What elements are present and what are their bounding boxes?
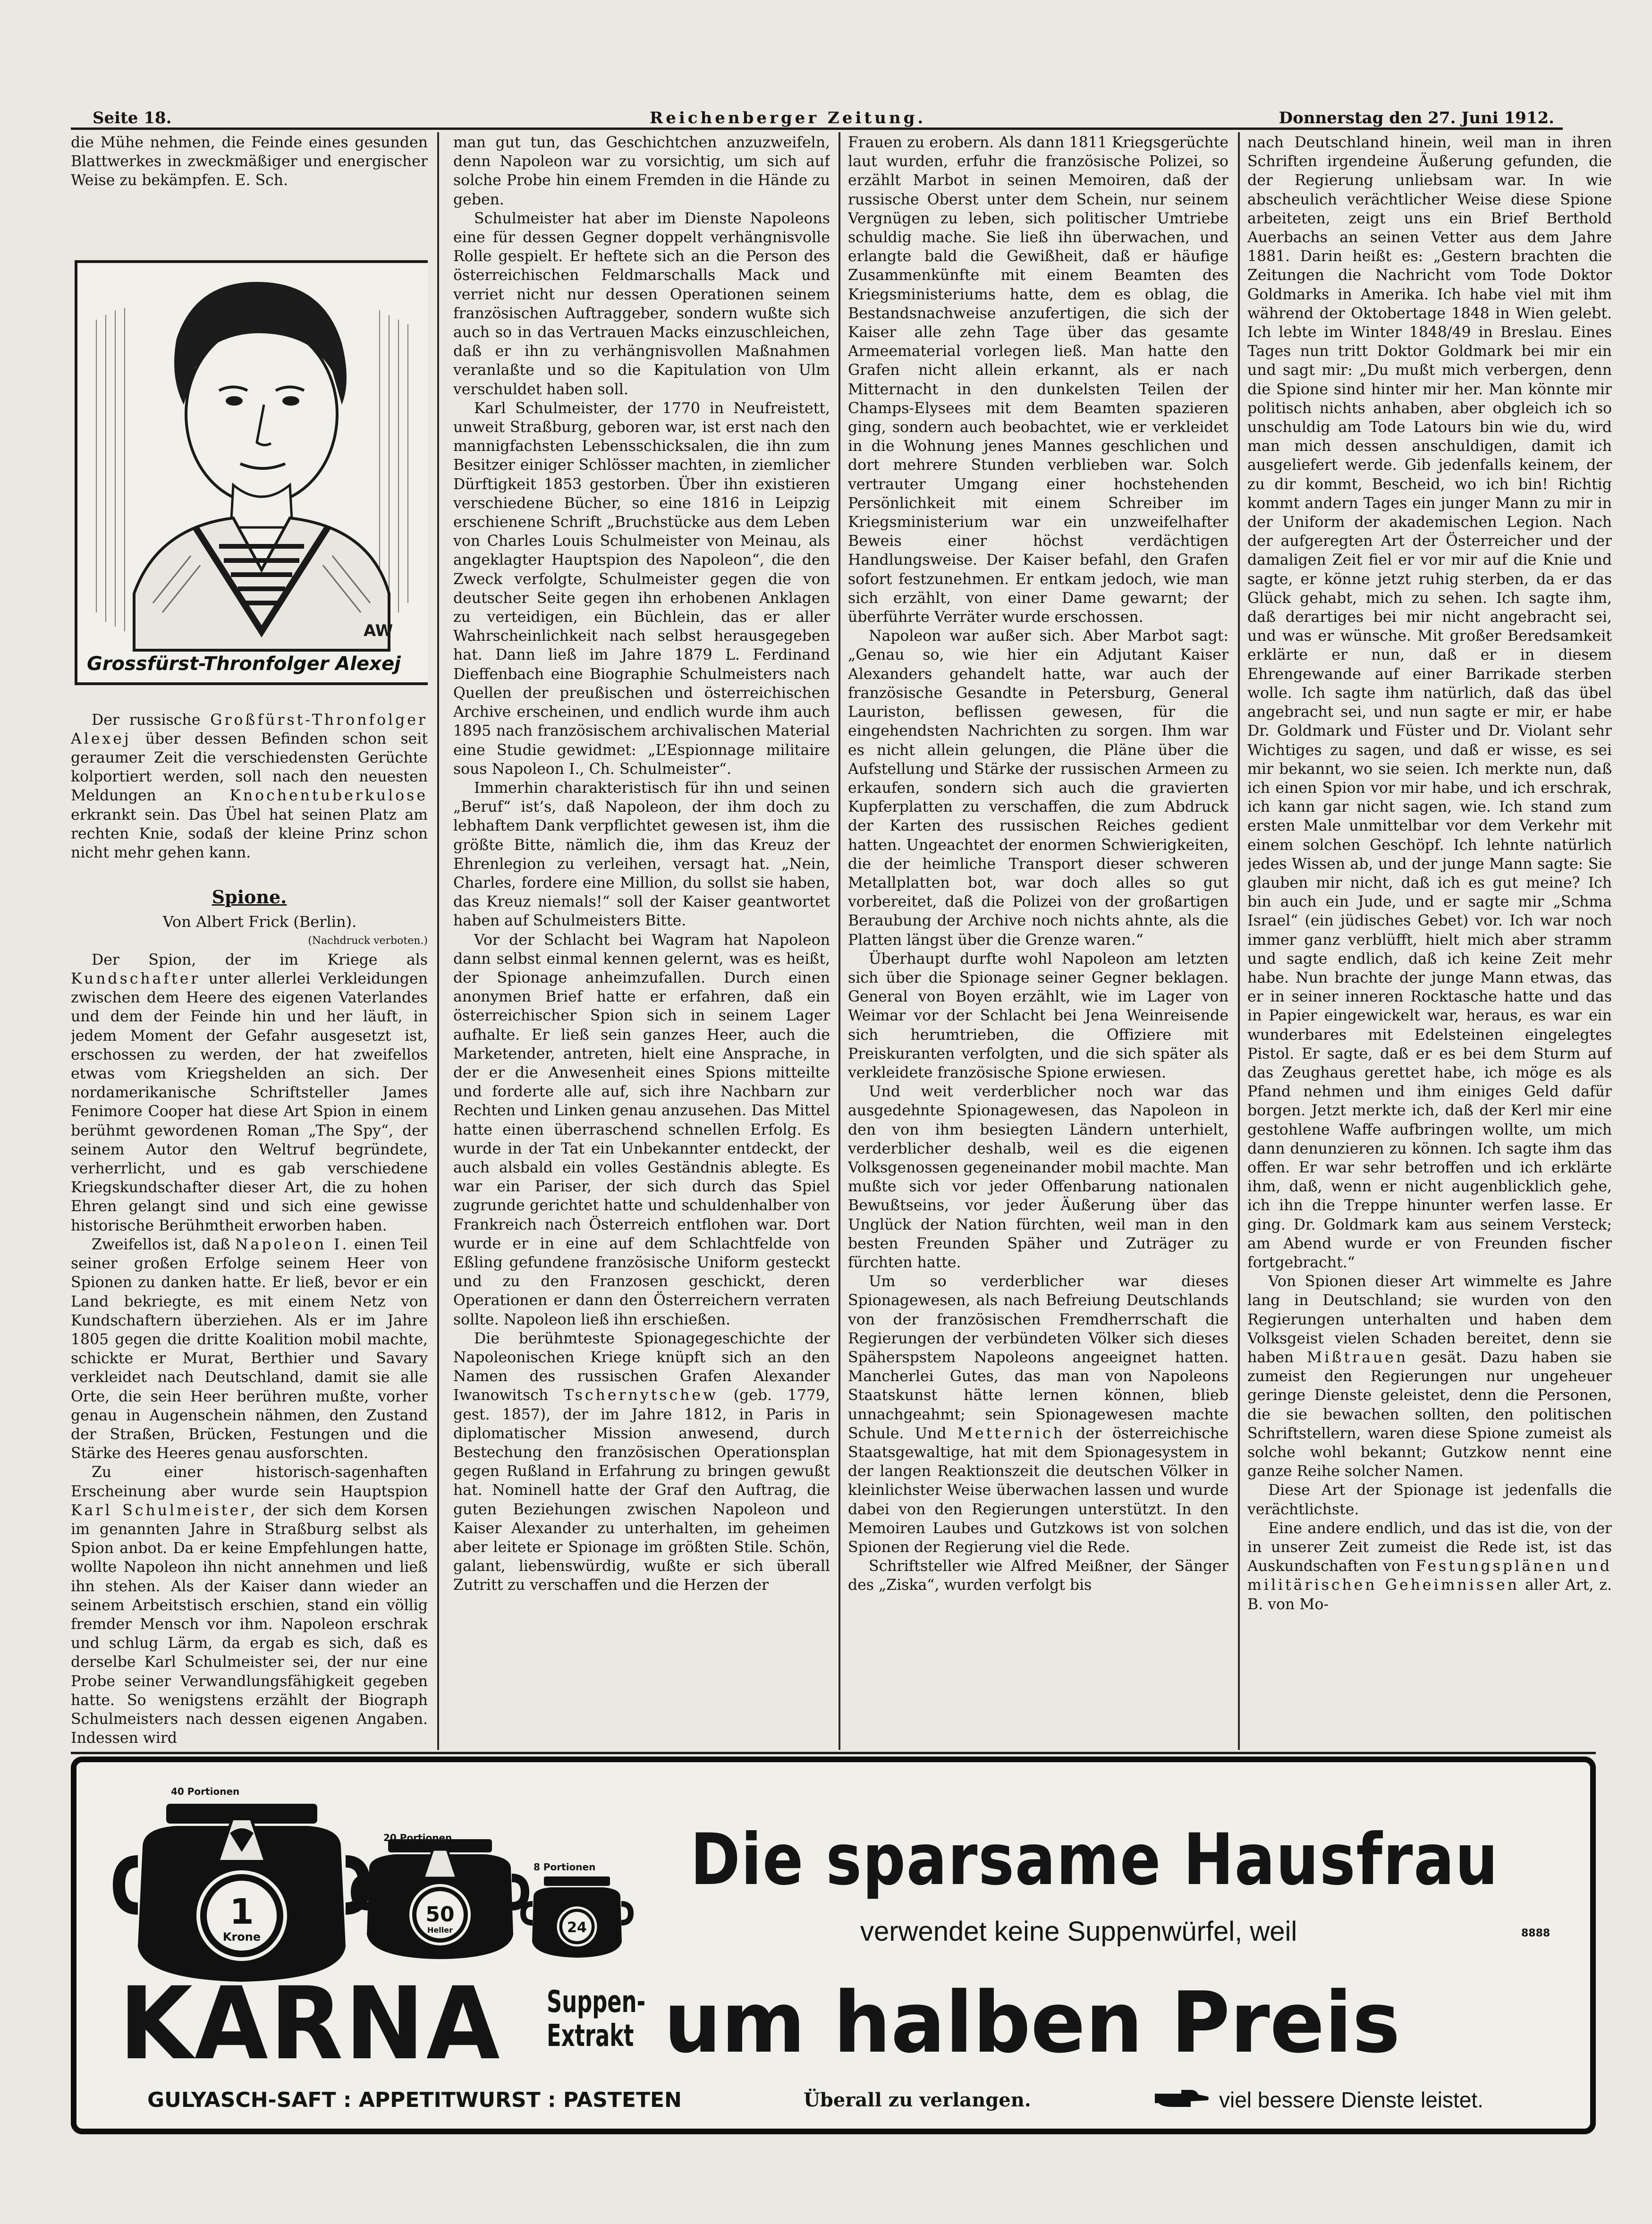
header-rule — [71, 127, 1563, 130]
soup-pot-large-icon — [110, 1791, 374, 1989]
article-paragraph: Frauen zu erobern. Als dann 1811 Kriegsgerüchte laut wurden, erfuhr die französische Polizei, so erzählt Marbot in seinen Memoiren, daß der russische Oberst unter dem Schein, nur seinem Vergnügen zu leben, sich politischer Umtriebe schuldig mache. Sie ließ ihn überwachen, und erlangte bald die Gewißheit, daß er häufige Zusammenkünfte mit einem Beamten des Kriegsministeriums hatte, dem es oblag, die Bestandsnachweise anzufertigen, die sich der Kaiser alle zehn Tage über das gesamte Armeematerial vorlegen ließ. Man hatte den Grafen nicht allein erkannt, als er nach Mitternacht in den dunkelsten Teilen der Champs-Elysees mit dem Beamten spazieren ging, sondern auch beobachtet, wie er verkleidet in die Wohnung jenes Mannes geschlichen und dort mehrere Stunden verblieben war. Solch vertrauter Umgang einer hochstehenden Persönlichkeit mit einem Schreiber im Kriegsministerium war ein unzweifelhafter Beweis einer höchst verdächtigen Handlungsweise. Der Kaiser befahl, den Grafen sofort festzunehmen. Er entkam jedoch, wie man sich erzählt, von einer Dame gewarnt; der überführte Verräter wurde erschossen. — [848, 134, 1228, 626]
article-paragraph: Der Spion, der im Kriege als Kundschafter unter allerlei Verkleidungen zwischen dem Heere des eigenen Vaterlandes und dem der Feinde hin und her läuft, in jedem Moment der Gefahr ausgesetzt ist, erschossen zu werden, der hat zweifellos etwas vom Kriegshelden an sich. Der nordamerikanische Schriftsteller James Fenimore Cooper hat diese Art Spion in einem berühmt gewordenen Roman „The Spy“, der seinem Autor den Weltruf begründete, verherrlicht, und es gab verschiedene Kriegskundschafter dieser Art, die zu hohen Ehren gelangt sind und sich eine gewisse historische Berühmtheit erworben haben. — [71, 951, 428, 1234]
article-paragraph: Zweifellos ist, daß Napoleon I. einen Teil seiner großen Erfolge seinem Heer von Spionen zu danken hatte. Er ließ, bevor er ein Land bekriegte, es mit einem Netz von Kundschaftern überziehen. Als er im Jahre 1805 gegen die dritte Koalition mobil machte, schickte er Murat, Berthier und Savary verkleidet nach Deutschland, damit sie alle Orte, die sein Heer berühren mußte, vorher genau in Augenschein nähmen, den Zustand der Straßen, Brücken, Festungen und die Stärke des Heeres genau ausforschten. — [71, 1236, 428, 1462]
column-divider — [437, 132, 439, 1750]
article-paragraph: nach Deutschland hinein, weil man in ihren Schriften irgendeine Äußerung gefunden, die der Regierung unliebsam war. In wie abscheulich verächtlicher Weise diese Spione arbeiteten, zeigt uns ein Brief Berthold Auerbachs an seinen Vetter aus dem Jahre 1881. Darin heißt es: „Gestern brachten die Zeitungen die Nachricht vom Tode Doktor Goldmarks in Amerika. Ich habe viel mit ihm während der Oktobertage 1848 in Wien gelebt. Ich lebte im Winter 1848/49 in Breslau. Eines Tages nun tritt Doktor Goldmark bei mir ein und sagt mir: „Du mußt mich verbergen, denn die Spione sind hinter mir her. Man könnte mir politisch nichts anhaben, aber obgleich ich so unschuldig am Tode Latours bin wie du, wird man mich dessen anschuldigen, damit ich ausgeliefert werde. Gib jedenfalls keinem, der zu dir kommt, Bescheid, wo ich bin! Richtig kommt andern Tages ein junger Mann zu mir in der Uniform der akademischen Legion. Nach der aufgeregten Art der Österreicher und der damaligen Zeit fiel er vor mir auf die Knie und sagte, er könne jetzt ruhig sterben, da er das Glück gehabt, mich zu sehen. Ich sagte ihm, daß derartiges bei mir nicht angebracht sei, und was er wünsche. Mit großer Beredsamkeit erklärte er nun, daß er in diesem Ehrengewande auf einer Barrikade sterben wolle. Ich sagte ihm natürlich, daß das übel angebracht sei, und nun sagte er mir, er habe Dr. Goldmark und Füster und Dr. Violant sehr Wichtiges zu sagen, und daß er wisse, es sei mir bekannt, wo sie seien. Ich merkte nun, daß ich einen Spion vor mir habe, und ich erschrak, ich kann gar nicht sagen, wie. Ich stand zum ersten Male unmittelbar vor dem Verkehr mit einem solchen Geschöpf. Ich lehnte natürlich jedes Wissen ab, und der junge Mann sagte: Sie glauben mir nicht, daß ich es gut meine? Ich bin auch ein Jude, und er sagte mir „Schma Israel“ (ein jüdisches Gebet) vor. Ich war noch immer ganz verblüfft, hielt mich aber stramm und sagte endlich, daß ich keine Zeit mehr habe. Nun brachte der junge Mann etwas, das er in seiner inneren Rocktasche hatte und das in Papier eingewickelt war, heraus, es war ein wunderbares mit Edelsteinen eingelegtes Pistol. Er sagte, daß er es bei dem Sturm auf das Zeughaus gerettet habe, ich möge es als Pfand nehmen und ihm einiges Geld dafür borgen. Jetzt merkte ich, daß der Kerl mir eine gestohlene Waffe aufbringen wollte, um mich dann denunzieren zu können. Ich sagte ihm das offen. Er war sehr betroffen und ich erklärte ihm, daß, wenn er nicht augenblicklich gehe, ich ihn die Treppe hinunter werfen lasse. Er ging. Dr. Goldmark kam aus seinem Versteck; am Abend wurde er von Freunden fischer fortgebracht.“ — [1247, 134, 1612, 1271]
advertisement-rule — [71, 1752, 1596, 1754]
article-paragraph: Immerhin charakteristisch für ihn und seinen „Beruf“ ist’s, daß Napoleon, der ihm doch zu lebhaftem Dank verpflichtet gewesen ist, ihm die größte Bitte, nämlich die, ihm das Kreuz der Ehrenlegion zu verleihen, versagt hat. „Nein, Charles, fordere eine Million, du sollst sie haben, das Kreuz niemals!“ soll der Kaiser geantwortet haben auf Schulmeisters Bitte. — [453, 779, 830, 930]
boy-portrait-icon — [77, 263, 428, 682]
coin-medium-unit: Heller — [427, 1926, 453, 1935]
coin-small-value: 24 — [567, 1919, 587, 1936]
ad-small-mark: 8888 — [1521, 1927, 1550, 1939]
article-paragraph: Überhaupt durfte wohl Napoleon am letzten sich über die Spionage seiner Gegner beklagen. General von Boyen erzählt, wie im Lager von Weimar vor der Schlacht bei Jena Weinreisende sich herumtrieben, die Offiziere mit Preiskuranten verfolgten, und die sich später als verkleidete französische Spione erwiesen. — [848, 950, 1228, 1081]
article-paragraph: Um so verderblicher war dieses Spionagewesen, als nach Befreiung Deutschlands von der französischen Fremdherrschaft die Regierungen der verbündeten Völker sich dieses Späherspstem Napoleons angeeignet hatten. Mancherlei Gutes, das man von Napoleons Staatskunst hätte lernen können, blieb unnachgeahmt; sein Spionagewesen machte Schule. Und Metternich der österreichische Staatsgewaltige, hat mit dem Spionagesystem in der langen Reaktionszeit die deutschen Völker in kleinlichster Weise überwachen lassen und wurde dabei von den Regierungen unterstützt. In den Memoiren Laubes und Gutzkows ist von solchen Spionen der Regierung viel die Rede. — [848, 1273, 1228, 1556]
pot-small-label: 8 Portionen — [534, 1861, 596, 1873]
portrait-caption: Grossfürst-Thronfolger Alexej — [87, 653, 401, 675]
coin-medium-value: 50 — [425, 1902, 455, 1927]
pot-large-label: 40 Portionen — [171, 1786, 240, 1797]
karna-advertisement — [71, 1757, 1596, 2134]
article-paragraph: Die berühmteste Spionagegeschichte der Napoleonischen Kriege knüpft sich an den Namen des russischen Grafen Alexander Iwanowitsch Tschernytschew (geb. 1779, gest. 1857), der im Jahre 1812, in Paris in diplomatischer Mission anwesend, durch Bestechung den französischen Operationsplan gegen Rußland in Erfahrung zu bringen gewußt hat. Nominell hatte der Graf den Auftrag, die guten Beziehungen zwischen Napoleon und Kaiser Alexander zu unterhalten, im geheimen aber leitete er Spionage im größten Stile. Schön, galant, liebenswürdig, wußte er sich überall Zutritt zu verschaffen und die Herzen der — [453, 1330, 830, 1594]
pointing-hand-icon — [1153, 2088, 1210, 2109]
newspaper-title: Reichenberger Zeitung. — [650, 109, 926, 127]
column-divider — [839, 132, 840, 1750]
article-paragraph: Napoleon war außer sich. Aber Marbot sagt: „Genau so, wie hier ein Adjutant Kaiser Alexanders gehandelt hatte, war auch der französische Gesandte in Petersburg, General Lauriston, beflissen gewesen, für die eingehendsten Nachrichten zu sorgen. Ihm war es nicht allein gelungen, die Pläne über die Aufstellung und Stärke der russischen Armeen zu erkaufen, sondern sich auch die gravierten Kupferplatten zu verschaffen, die zum Abdruck der Karten des russischen Reiches gedient hatten. Ungeachtet der enormen Schwierigkeiten, die der heimliche Transport dieser schweren Metallplatten bot, war doch alles so gut vorbereitet, daß die Polizei von der großartigen Beraubung der Archive noch nichts ahnte, als die Platten längst über die Grenze waren.“ — [848, 628, 1228, 949]
article-paragraph: Von Spionen dieser Art wimmelte es Jahre lang in Deutschland; sie wurden von den Regierungen unterhalten und haben dem Volksgeist vielen Schaden bereitet, denn sie haben Mißtrauen gesät. Dazu haben sie zumeist den Regierungen nur ungeheuer geringe Dienste geleistet, denn die Personen, die sie bewachen sollten, den politischen Schriftstellern, waren diese Spione zumeist als solche wohl bekannt; Gutzkow nennt eine ganze Reihe solcher Namen. — [1247, 1273, 1612, 1480]
intro-paragraph: die Mühe nehmen, die Feinde eines gesunden Blattwerkes in zweckmäßiger und energischer Weise zu bekämpfen. E. Sch. — [71, 134, 428, 189]
product-type: Suppen- Extrakt — [547, 1985, 646, 2054]
pot-medium-label: 20 Portionen — [383, 1832, 452, 1843]
column-divider — [1238, 132, 1240, 1750]
artist-monogram: AW — [364, 621, 393, 640]
column-4 — [1247, 133, 1612, 1748]
product-list: GULYASCH-SAFT : APPETITWURST : PASTETEN — [147, 2088, 682, 2112]
article-paragraph: Vor der Schlacht bei Wagram hat Napoleon dann selbst einmal kennen gelernt, was es heißt, der Spionage anheimzufallen. Durch einen anonymen Brief hatte er erfahren, daß ein österreichischer Spion sich in seinem Lager aufhalte. Er ließ sein ganzes Heer, auch die Marketender, antreten, hielt eine Ansprache, in der er die Anwesenheit eines Spions mitteilte und forderte alle auf, sich ihre Nachbarn zur Rechten und Linken genau anzusehen. Das Mittel hatte einen überraschend schnellen Erfolg. Es wurde in der Tat ein Unbekannter entdeckt, der auch alsbald ein volles Geständnis ablegte. Es war ein Pariser, der sich durch das Spiel zugrunde gerichtet hatte und schuldenhalber von Frankreich nach Österreich entflohen war. Dort wurde er in eine auf dem Schlachtfelde von Eßling gefundene französische Uniform gesteckt und zu den Franzosen geschickt, deren Operationen er dann den Österreichern verraten sollte. Napoleon ließ ihn erschießen. — [453, 931, 830, 1328]
ad-price-line: um halben Preis — [664, 1974, 1400, 2071]
article-paragraph: Karl Schulmeister, der 1770 in Neufreistett, unweit Straßburg, geboren war, ist erst nach den mannigfachsten Lebensschicksalen, die ihn zum Besitzer einiger Schlösser machten, in ziemlicher Dürftigkeit 1853 gestorben. Über ihn existieren verschiedene Bücher, so eine 1816 in Leipzig erschienene Schrift „Bruchstücke aus dem Leben von Charles Louis Schulmeister von Meinau, als angeklagter Hauptspion des Napoleon“, die den Zweck verfolgte, Schulmeister gegen die von deutscher Seite gegen ihn erhobenen Anklagen zu verteidigen, ein Büchlein, das er aller Wahrscheinlichkeit nach selbst herausgegeben hat. Dann ließ im Jahre 1879 L. Ferdinand Dieffenbach eine Biographie Schulmeisters nach Quellen der preußischen und österreichischen Archive erscheinen, und endlich wurde ihm auch 1895 nach französischem archivalischen Material eine Studie gewidmet: „L’Espionnage militaire sous Napoleon I., Ch. Schulmeister“. — [453, 399, 830, 778]
alexej-paragraph: Der russische Großfürst-Thronfolger Alexej über dessen Befinden schon seit geraumer Zeit die verschiedensten Gerüchte kolportiert werden, soll nach den neuesten Meldungen an Knochentuberkulose erkrankt sein. Das Übel hat seinen Platz am rechten Knie, sodaß der kleine Prinz schon nicht mehr gehen kann. — [71, 711, 428, 862]
issue-date: Donnerstag den 27. Juni 1912. — [1279, 109, 1554, 127]
article-paragraph: Diese Art der Spionage ist jedenfalls die verächtlichste. — [1247, 1482, 1612, 1518]
article-paragraph: Zu einer historisch-sagenhaften Erscheinung aber wurde sein Hauptspion Karl Schulmeister, der sich dem Korsen im genannten Jahre in Straßburg selbst als Spion anbot. Da er keine Empfehlungen hatte, wollte Napoleon ihn nicht annehmen und ließ ihn stehen. Als der Kaiser dann wieder an seinem Arbeitstisch erschien, stand ein völlig fremder Mensch vor ihm. Napoleon erschrak und schlug Lärm, da ergab es sich, daß es derselbe Karl Schulmeister sei, der nur eine Probe seiner Verwandlungsfähigkeit gegeben hatte. So wenigstens erzählt der Biograph Schulmeisters nach dessen eigenen Angaben. Indessen wird — [71, 1464, 428, 1747]
ad-subline: verwendet keine Suppenwürfel, weil — [860, 1916, 1297, 1947]
brand-logo: KARNA — [119, 1965, 502, 2082]
soup-pot-small-icon — [520, 1871, 634, 1961]
column-2 — [453, 133, 830, 1748]
column-1 — [71, 133, 428, 1748]
article-paragraph: Schulmeister hat aber im Dienste Napoleons eine für dessen Gegner doppelt verhängnisvolle Rolle gespielt. Er heftete sich an die Person des österreichischen Feldmarschalls Mack und verriet nicht nur dessen Operationen seinem französischen Auftraggeber, sondern wußte sich auch so in das Vertrauen Macks einzuschleichen, daß er ihn zu verhängnisvollen Maßnahmen veranlaßte und so die Kapitulation von Ulm verschuldet haben soll. — [453, 210, 830, 398]
page-number: Seite 18. — [93, 109, 172, 127]
article-paragraph: Eine andere endlich, und das ist die, von der in unserer Zeit zumeist die Rede ist, ist das Auskundschaften von Festungsplänen und militärischen Geheimnissen aller Art, z. B. von Mo- — [1247, 1519, 1612, 1613]
ad-claim: viel bessere Dienste leistet. — [1219, 2088, 1483, 2112]
copyright-note: (Nachdruck verboten.) — [308, 934, 428, 947]
coin-large-unit: Krone — [222, 1930, 261, 1944]
article-paragraph: Und weit verderblicher noch war das ausgedehnte Spionagewesen, das Napoleon in den von ihm besiegten Ländern unterhielt, verderblicher deshalb, weil es die eigenen Volksgenossen gegeneinander mobil machte. Man mußte sich vor jeder Offenbarung nationalen Bewußtseins, vor jeder Äußerung über das Unglück der Nation fürchten, weil man in den besten Freunden Späher und Zuträger zu fürchten hatte. — [848, 1083, 1228, 1271]
article-title: Spione. — [212, 886, 287, 908]
article-paragraph: man gut tun, das Geschichtchen anzuzweifeln, denn Napoleon war zu vorsichtig, um sich auf solche Probe hin einem Fremden in die Hände zu geben. — [453, 134, 830, 208]
article-paragraph: Schriftsteller wie Alfred Meißner, der Sänger des „Ziska“, wurden verfolgt bis — [848, 1558, 1228, 1594]
portrait-illustration — [75, 260, 428, 685]
coin-large-value: 1 — [229, 1892, 254, 1932]
ad-headline: Die sparsame Hausfrau — [690, 1819, 1499, 1901]
soup-pot-medium-icon — [350, 1831, 530, 1963]
column-3 — [848, 133, 1228, 1748]
availability-note: Überall zu verlangen. — [804, 2089, 1031, 2111]
article-byline: Von Albert Frick (Berlin). — [162, 913, 357, 931]
